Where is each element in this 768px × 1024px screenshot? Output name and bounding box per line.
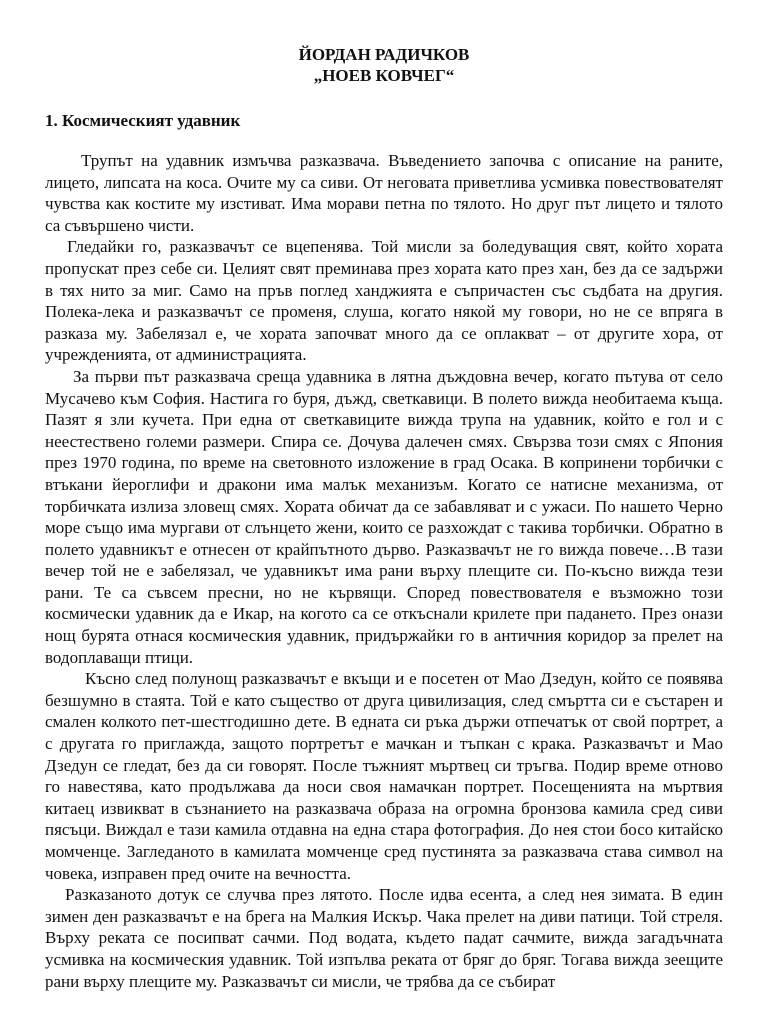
paragraph: Гледайки го, разказвачът се вцепенява. Той мисли за боледуващия свят, който хората пропускат през себе си. Целият свят преминава през хората като през хан, без да се задържи в тях нито за миг. Само на пръв поглед ханджията е съпричастен със съдбата на другия. Полека-лека и разказвачът се променя, слуша, когато някой му говори, но не се впряга в разказа му. Забелязал е, че хората започват много да се оплакват – от другите хора, от учрежденията, от администрацията. bbox=[45, 237, 723, 365]
author-name: ЙОРДАН РАДИЧКОВ bbox=[298, 45, 470, 64]
paragraph: Разказаното дотук се случва през лятото. После идва есента, а след нея зимата. В един зимен ден разказвачът е на брега на Малкия Искър. Чака прелет на диви патици. Той стреля. Върху реката се посипват сачми. Под водата, където падат сачмите, вижда загадъчната усмивка на космическия удавник. Той изпълва реката от бряг до бряг. Тогава вижда зеещите рани върху плещите му. Разказвачът си мисли, че трябва да се събират bbox=[45, 885, 723, 991]
document-body bbox=[45, 150, 723, 992]
section-heading: 1. Космическият удавник bbox=[45, 111, 241, 130]
paragraph: За първи път разказвача среща удавника в лятна дъждовна вечер, когато пътува от село Мусачево към София. Настига го буря, дъжд, светкавици. В полето вижда необитаема къща. Пазят я зли кучета. При една от светкавиците вижда трупа на удавник, който е гол и с неестествено големи размери. Спира се. Дочува далечен смях. Свързва този смях с Япония през 1970 година, по време на световното изложение в град Осака. В копринени торбички с втъкани йероглифи и дракони има малък механизъм. Когато се натисне механизма, от торбичката излиза зловещ смях. Хората обичат да се забавляват и с ужаси. По нашето Черно море също има мургави от слънцето жени, които се разхождат с такива торбички. Обратно в полето удавникът е отнесен от крайпътното дърво. Разказвачът не го вижда повече…В тази вечер той не е забелязал, че удавникът има рани върху плещите си. По-късно вижда тези рани. Те са съвсем пресни, но не кървящи. Според повествователя е възможно този космически удавник да е Икар, на когото са се откъснали крилете при падането. През онази нощ бурята отнася космическия удавник, придържайки го в античния коридор за прелет на водоплаващи птици. bbox=[45, 366, 723, 667]
title-block bbox=[0, 44, 768, 86]
work-title: „НОЕВ КОВЧЕГ“ bbox=[313, 66, 455, 85]
paragraph: Трупът на удавник измъчва разказвача. Въведението започва с описание на раните, лицето, липсата на коса. Очите му са сиви. От неговата приветлива усмивка повествователят чувства как костите му изстиват. Има морави петна по тялото. Но друг път лицето и тялото са съвършено чисти. bbox=[45, 151, 723, 235]
paragraph: Късно след полунощ разказвачът е вкъщи и е посетен от Мао Дзедун, който се появява безшумно в стаята. Той е като същество от друга цивилизация, след смъртта си е състарен и смален колкото пет-шестгодишно дете. В едната си ръка държи отпечатък от свой портрет, а с другата го приглажда, защото портретът е мачкан и тъпкан с крака. Разказвачът и Мао Дзедун се гледат, без да си говорят. После тъжният мъртвец си тръгва. Подир време отново го навестява, като продължава да носи своя намачкан портрет. Посещенията на мъртвия китаец извикват в съзнанието на разказвача образа на огромна бронзова камила сред сиви пясъци. Виждал е тази камила отдавна на една стара фотография. До нея стои босо китайско момченце. Загледаното в камилата момченце сред пустинята за разказвача става символ на човека, изправен пред очите на вечността. bbox=[45, 669, 723, 883]
